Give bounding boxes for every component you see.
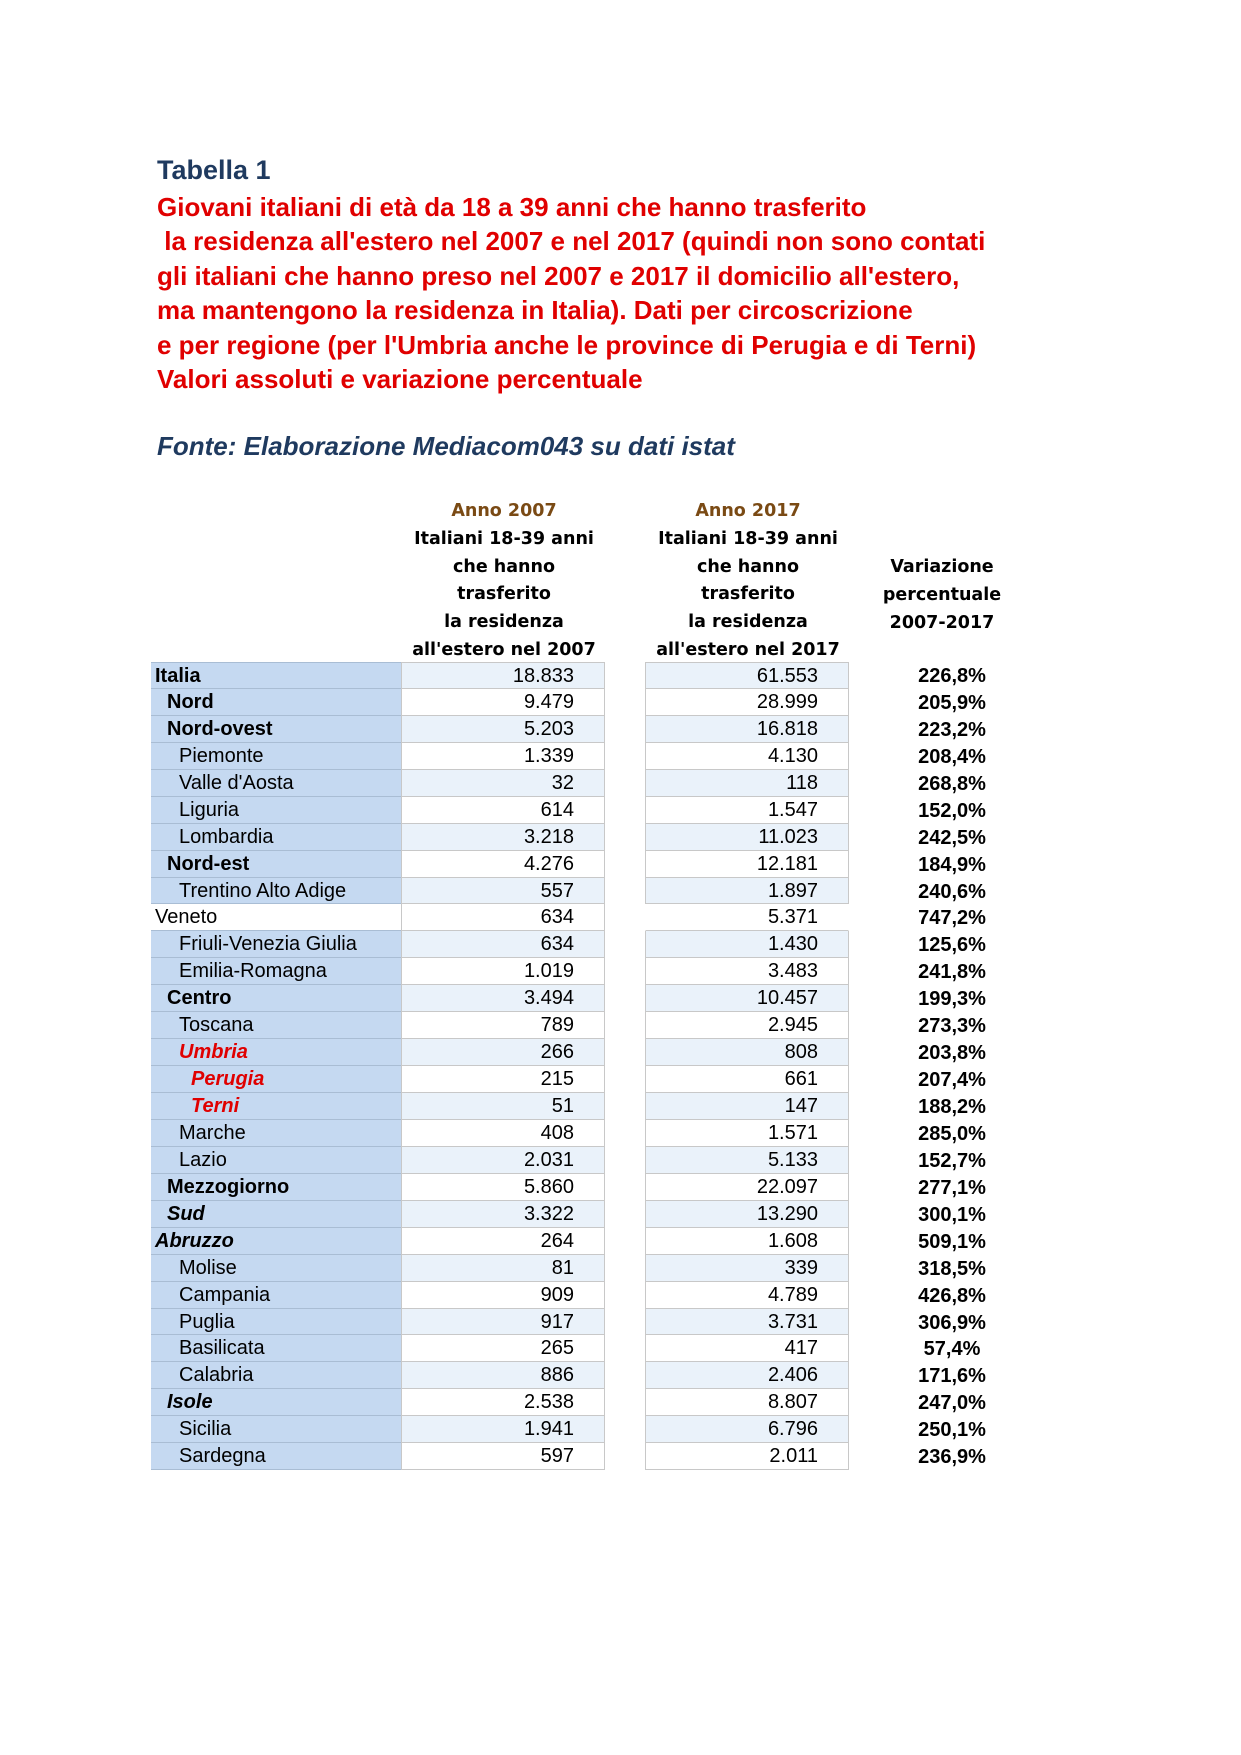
column-header-line: che hanno trasferito xyxy=(452,556,555,605)
row-label: Umbria xyxy=(151,1039,401,1066)
value-2007: 266 xyxy=(401,1039,605,1066)
value-variation: 125,6% xyxy=(918,934,986,957)
value-2017: 661 xyxy=(645,1066,849,1093)
column-year: Anno 2007 xyxy=(451,501,557,521)
value-2007: 917 xyxy=(401,1309,605,1336)
value-2007: 3.322 xyxy=(401,1201,605,1228)
row-label: Nord-est xyxy=(151,851,401,878)
value-variation: 171,6% xyxy=(918,1365,986,1388)
value-2017: 28.999 xyxy=(645,689,849,716)
value-variation: 236,9% xyxy=(918,1446,986,1469)
value-variation: 277,1% xyxy=(918,1176,986,1199)
row-label: Perugia xyxy=(151,1066,401,1093)
row-label: Trentino Alto Adige xyxy=(151,878,401,905)
value-2007: 1.339 xyxy=(401,743,605,770)
value-variation: 152,7% xyxy=(918,1149,986,1172)
column-header-line: all'estero nel 2017 xyxy=(656,639,840,660)
subtitle-line: gli italiani che hanno preso nel 2007 e 2017 il domicilio all'estero, xyxy=(157,260,960,291)
column-header-line: Variazione xyxy=(890,557,994,577)
value-variation: 188,2% xyxy=(918,1096,986,1118)
value-variation: 203,8% xyxy=(918,1042,986,1065)
column-header-2017 xyxy=(648,498,848,665)
value-2007: 265 xyxy=(401,1335,605,1362)
column-header-line: che hanno trasferito xyxy=(696,556,799,605)
row-label: Puglia xyxy=(151,1309,401,1336)
column-header-line: la residenza xyxy=(688,612,808,633)
value-variation: 426,8% xyxy=(918,1284,986,1307)
value-2007: 5.203 xyxy=(401,716,605,743)
value-2017: 4.130 xyxy=(645,743,849,770)
value-2017: 2.011 xyxy=(645,1443,849,1470)
value-2017: 339 xyxy=(645,1255,849,1282)
value-2007: 557 xyxy=(401,878,605,905)
column-header-variation xyxy=(842,554,1042,637)
value-variation: 273,3% xyxy=(918,1015,986,1038)
value-2007: 2.031 xyxy=(401,1147,605,1174)
value-variation: 240,6% xyxy=(918,880,986,903)
row-label: Nord-ovest xyxy=(151,716,401,743)
value-variation: 250,1% xyxy=(918,1419,986,1442)
row-label: Terni xyxy=(151,1093,401,1120)
value-2007: 408 xyxy=(401,1120,605,1147)
subtitle-line: ma mantengono la residenza in Italia). Dati per circoscrizione xyxy=(157,295,913,326)
value-2017: 61.553 xyxy=(645,662,849,689)
value-2017: 16.818 xyxy=(645,716,849,743)
row-label: Veneto xyxy=(151,904,401,931)
table-title: Tabella 1 xyxy=(157,155,271,185)
value-variation: 226,8% xyxy=(918,665,986,687)
value-2017: 6.796 xyxy=(645,1416,849,1443)
value-2007: 597 xyxy=(401,1443,605,1470)
value-2017: 808 xyxy=(645,1039,849,1066)
value-2017: 2.945 xyxy=(645,1012,849,1039)
column-header-line: la residenza xyxy=(444,612,564,633)
value-2017: 11.023 xyxy=(645,824,849,851)
value-variation: 747,2% xyxy=(918,907,986,930)
value-variation: 241,8% xyxy=(918,961,986,984)
column-header-2007 xyxy=(404,498,604,665)
row-label: Valle d'Aosta xyxy=(151,770,401,797)
value-variation: 242,5% xyxy=(918,826,986,849)
value-2007: 3.218 xyxy=(401,824,605,851)
value-2007: 634 xyxy=(401,931,605,958)
column-header-line: Italiani 18-39 anni xyxy=(414,528,594,549)
value-2007: 5.860 xyxy=(401,1174,605,1201)
value-2017: 1.897 xyxy=(645,878,849,905)
row-label: Piemonte xyxy=(151,743,401,770)
row-label: Abruzzo xyxy=(151,1228,401,1255)
row-label: Molise xyxy=(151,1255,401,1282)
value-variation: 247,0% xyxy=(918,1392,986,1415)
column-header-line: Italiani 18-39 anni xyxy=(658,528,838,549)
row-label: Nord xyxy=(151,689,401,716)
value-2017: 1.430 xyxy=(645,931,849,958)
table-subtitle xyxy=(157,190,1157,396)
row-label: Marche xyxy=(151,1120,401,1147)
column-header-line: percentuale xyxy=(882,584,1002,605)
subtitle-line: Valori assoluti e variazione percentuale xyxy=(157,364,643,395)
value-2017: 5.133 xyxy=(645,1147,849,1174)
row-label: Mezzogiorno xyxy=(151,1174,401,1201)
value-2017: 118 xyxy=(645,770,849,797)
row-label: Sardegna xyxy=(151,1443,401,1470)
value-variation: 318,5% xyxy=(918,1257,986,1280)
value-2017: 3.483 xyxy=(645,958,849,985)
value-2017: 1.608 xyxy=(645,1228,849,1255)
value-2007: 634 xyxy=(401,904,605,931)
source-note: Fonte: Elaborazione Mediacom043 su dati istat xyxy=(157,431,735,461)
row-label: Lombardia xyxy=(151,824,401,851)
value-2007: 909 xyxy=(401,1282,605,1309)
value-2017: 5.371 xyxy=(645,904,849,931)
row-label: Campania xyxy=(151,1282,401,1309)
value-2007: 215 xyxy=(401,1066,605,1093)
row-label: Lazio xyxy=(151,1147,401,1174)
value-2007: 264 xyxy=(401,1228,605,1255)
value-variation: 57,4% xyxy=(923,1338,981,1361)
value-2017: 4.789 xyxy=(645,1282,849,1309)
value-2007: 3.494 xyxy=(401,985,605,1012)
value-2017: 147 xyxy=(645,1093,849,1120)
row-label: Calabria xyxy=(151,1362,401,1389)
row-label: Toscana xyxy=(151,1012,401,1039)
value-variation: 285,0% xyxy=(918,1122,986,1145)
value-variation: 268,8% xyxy=(918,772,986,795)
value-variation: 184,9% xyxy=(918,853,986,876)
value-2007: 2.538 xyxy=(401,1389,605,1416)
row-label: Sud xyxy=(151,1201,401,1228)
row-label: Centro xyxy=(151,985,401,1012)
value-2017: 10.457 xyxy=(645,985,849,1012)
row-label: Italia xyxy=(151,662,401,689)
value-2017: 1.547 xyxy=(645,797,849,824)
value-2007: 4.276 xyxy=(401,851,605,878)
value-variation: 152,0% xyxy=(918,799,986,822)
value-variation: 306,9% xyxy=(918,1311,986,1334)
column-header-line: 2007-2017 xyxy=(889,612,995,633)
row-label: Basilicata xyxy=(151,1335,401,1362)
value-2017: 8.807 xyxy=(645,1389,849,1416)
value-2007: 789 xyxy=(401,1012,605,1039)
value-2007: 614 xyxy=(401,797,605,824)
column-year: Anno 2017 xyxy=(695,501,801,521)
value-2017: 13.290 xyxy=(645,1201,849,1228)
value-2007: 51 xyxy=(401,1093,605,1120)
subtitle-line: Giovani italiani di età da 18 a 39 anni che hanno trasferito xyxy=(157,192,867,222)
column-header-line: all'estero nel 2007 xyxy=(412,639,596,660)
value-variation: 300,1% xyxy=(918,1203,986,1226)
value-2007: 9.479 xyxy=(401,689,605,716)
value-2007: 18.833 xyxy=(401,662,605,689)
value-2017: 22.097 xyxy=(645,1174,849,1201)
value-2017: 3.731 xyxy=(645,1309,849,1336)
value-2007: 32 xyxy=(401,770,605,797)
value-2007: 1.941 xyxy=(401,1416,605,1443)
row-label: Emilia-Romagna xyxy=(151,958,401,985)
row-label: Liguria xyxy=(151,797,401,824)
value-2017: 2.406 xyxy=(645,1362,849,1389)
row-label: Friuli-Venezia Giulia xyxy=(151,931,401,958)
value-variation: 199,3% xyxy=(918,988,986,1011)
value-variation: 207,4% xyxy=(918,1069,986,1092)
row-label: Sicilia xyxy=(151,1416,401,1443)
value-2017: 12.181 xyxy=(645,851,849,878)
value-2007: 886 xyxy=(401,1362,605,1389)
value-variation: 223,2% xyxy=(918,718,986,741)
value-variation: 509,1% xyxy=(918,1230,986,1253)
value-2017: 417 xyxy=(645,1335,849,1362)
value-2017: 1.571 xyxy=(645,1120,849,1147)
value-variation: 205,9% xyxy=(918,691,986,714)
subtitle-line: e per regione (per l'Umbria anche le province di Perugia e di Terni) xyxy=(157,329,977,360)
value-variation: 208,4% xyxy=(918,745,986,768)
row-label: Isole xyxy=(151,1389,401,1416)
subtitle-line: la residenza all'estero nel 2007 e nel 2017 (quindi non sono contati xyxy=(157,226,986,257)
value-2007: 81 xyxy=(401,1255,605,1282)
value-2007: 1.019 xyxy=(401,958,605,985)
